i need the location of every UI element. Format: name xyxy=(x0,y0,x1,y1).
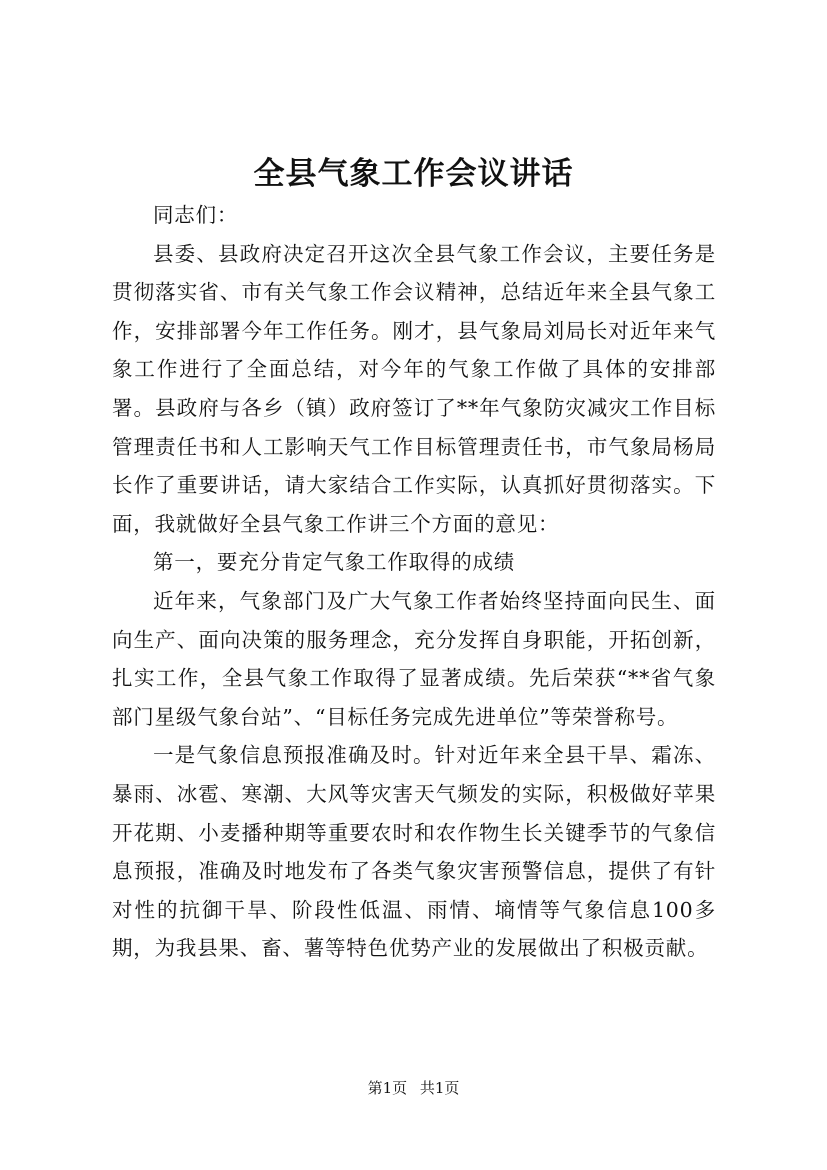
forecast-paragraph: 一是气象信息预报准确及时。针对近年来全县干旱、霜冻、暴雨、冰雹、寒潮、大风等灾害天气频发的实际，积极做好苹果开花期、小麦播种期等重要农时和农作物生长关键季节的气象信息预报，准确及时地发布了各类气象灾害预警信息，提供了有针对性的抗御干旱、阶段性低温、雨情、墒情等气象信息100多期，为我县果、畜、薯等特色优势产业的发展做出了积极贡献。 xyxy=(112,743,716,961)
page-footer xyxy=(0,1077,827,1098)
section-heading-paragraph: 第一，要充分肯定气象工作取得的成绩 xyxy=(153,550,516,575)
document-body xyxy=(112,196,716,968)
intro-paragraph: 县委、县政府决定召开这次全县气象工作会议，主要任务是贯彻落实省、市有关气象工作会议精神，总结近年来全县气象工作，安排部署今年工作任务。刚才，县气象局刘局长对近年来气象工作进行了全面总结，对今年的气象工作做了具体的安排部署。县政府与各乡（镇）政府签订了**年气象防灾减灾工作目标管理责任书和人工影响天气工作目标管理责任书，市气象局杨局长作了重要讲话，请大家结合工作实际，认真抓好贯彻落实。下面，我就做好全县气象工作讲三个方面的意见： xyxy=(112,241,716,536)
achievements-paragraph: 近年来，气象部门及广大气象工作者始终坚持面向民生、面向生产、面向决策的服务理念，充分发挥自身职能，开拓创新，扎实工作，全县气象工作取得了显著成绩。先后荣获“**省气象部门星级气象台站”、“目标任务完成先进单位”等荣誉称号。 xyxy=(112,588,716,729)
document-title: 全县气象工作会议讲话 xyxy=(253,156,574,192)
page-number: 第1页 xyxy=(367,1079,408,1097)
salutation-paragraph: 同志们： xyxy=(153,203,239,227)
page-total: 共1页 xyxy=(419,1079,460,1097)
